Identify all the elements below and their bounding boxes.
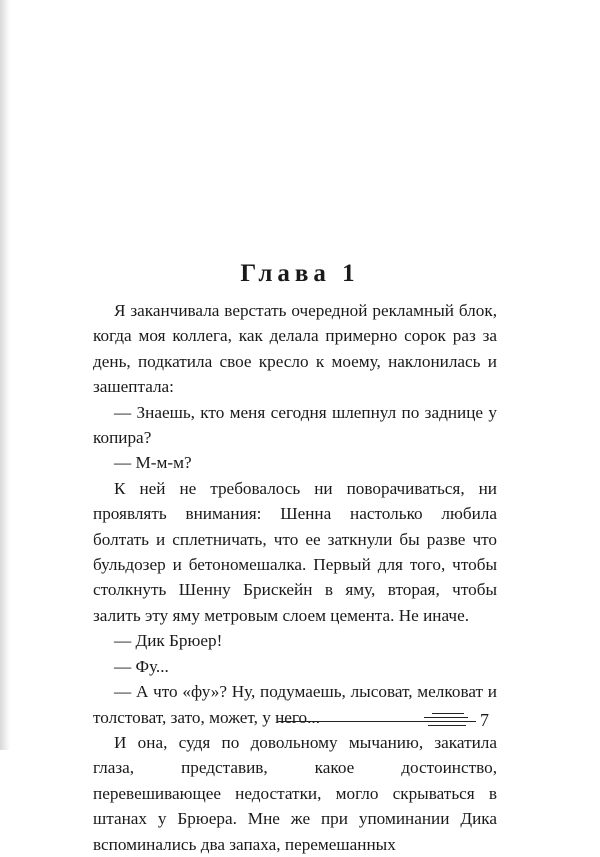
paragraph: — Фу... bbox=[114, 656, 169, 676]
footer-ornament-line bbox=[428, 725, 466, 726]
footer-ornament-line bbox=[432, 713, 464, 714]
paragraph: К ней не требовалось ни поворачиваться, ни проявлять внимания: Шенна настолько любила болтать и сплетничать, что ее заткнули бы разве что бульдозер и бетономешалка. Первый для того, чтобы столкнуть Шенну Брискейн в яму, вторая, чтобы залить эту яму метровым слоем цемента. Не иначе. bbox=[93, 478, 497, 625]
page-footer bbox=[0, 700, 600, 740]
paragraph: — М-м-м? bbox=[114, 453, 192, 473]
page-edge-shadow bbox=[0, 0, 10, 750]
paragraph: — Знаешь, кто меня сегодня шлепнул по заднице у копира? bbox=[93, 402, 497, 448]
page-number: 7 bbox=[480, 710, 489, 730]
paragraph: Я заканчивала верстать очередной рекламный блок, когда моя коллега, как делала примерно сорок раз за день, подкатила свое кресло к моему, наклонилась и зашептала: bbox=[93, 301, 497, 397]
paragraph: И она, судя по довольному мычанию, закатила глаза, представив, какое достоинство, перевешивающее недостатки, могло скрываться в штанах у Брюера. Мне же при упоминании Дика вспоминались два запаха, перемешанных bbox=[93, 732, 497, 854]
paragraph: — Дик Брюер! bbox=[114, 631, 223, 651]
footer-ornament-line bbox=[424, 717, 468, 718]
chapter-body bbox=[93, 298, 497, 857]
chapter-title: Глава 1 bbox=[240, 260, 360, 287]
paragraph: — А что «фу»? Ну, подумаешь, лысоват, мелковат и толстоват, зато, может, у него... bbox=[93, 682, 497, 727]
footer-rule bbox=[278, 721, 476, 722]
